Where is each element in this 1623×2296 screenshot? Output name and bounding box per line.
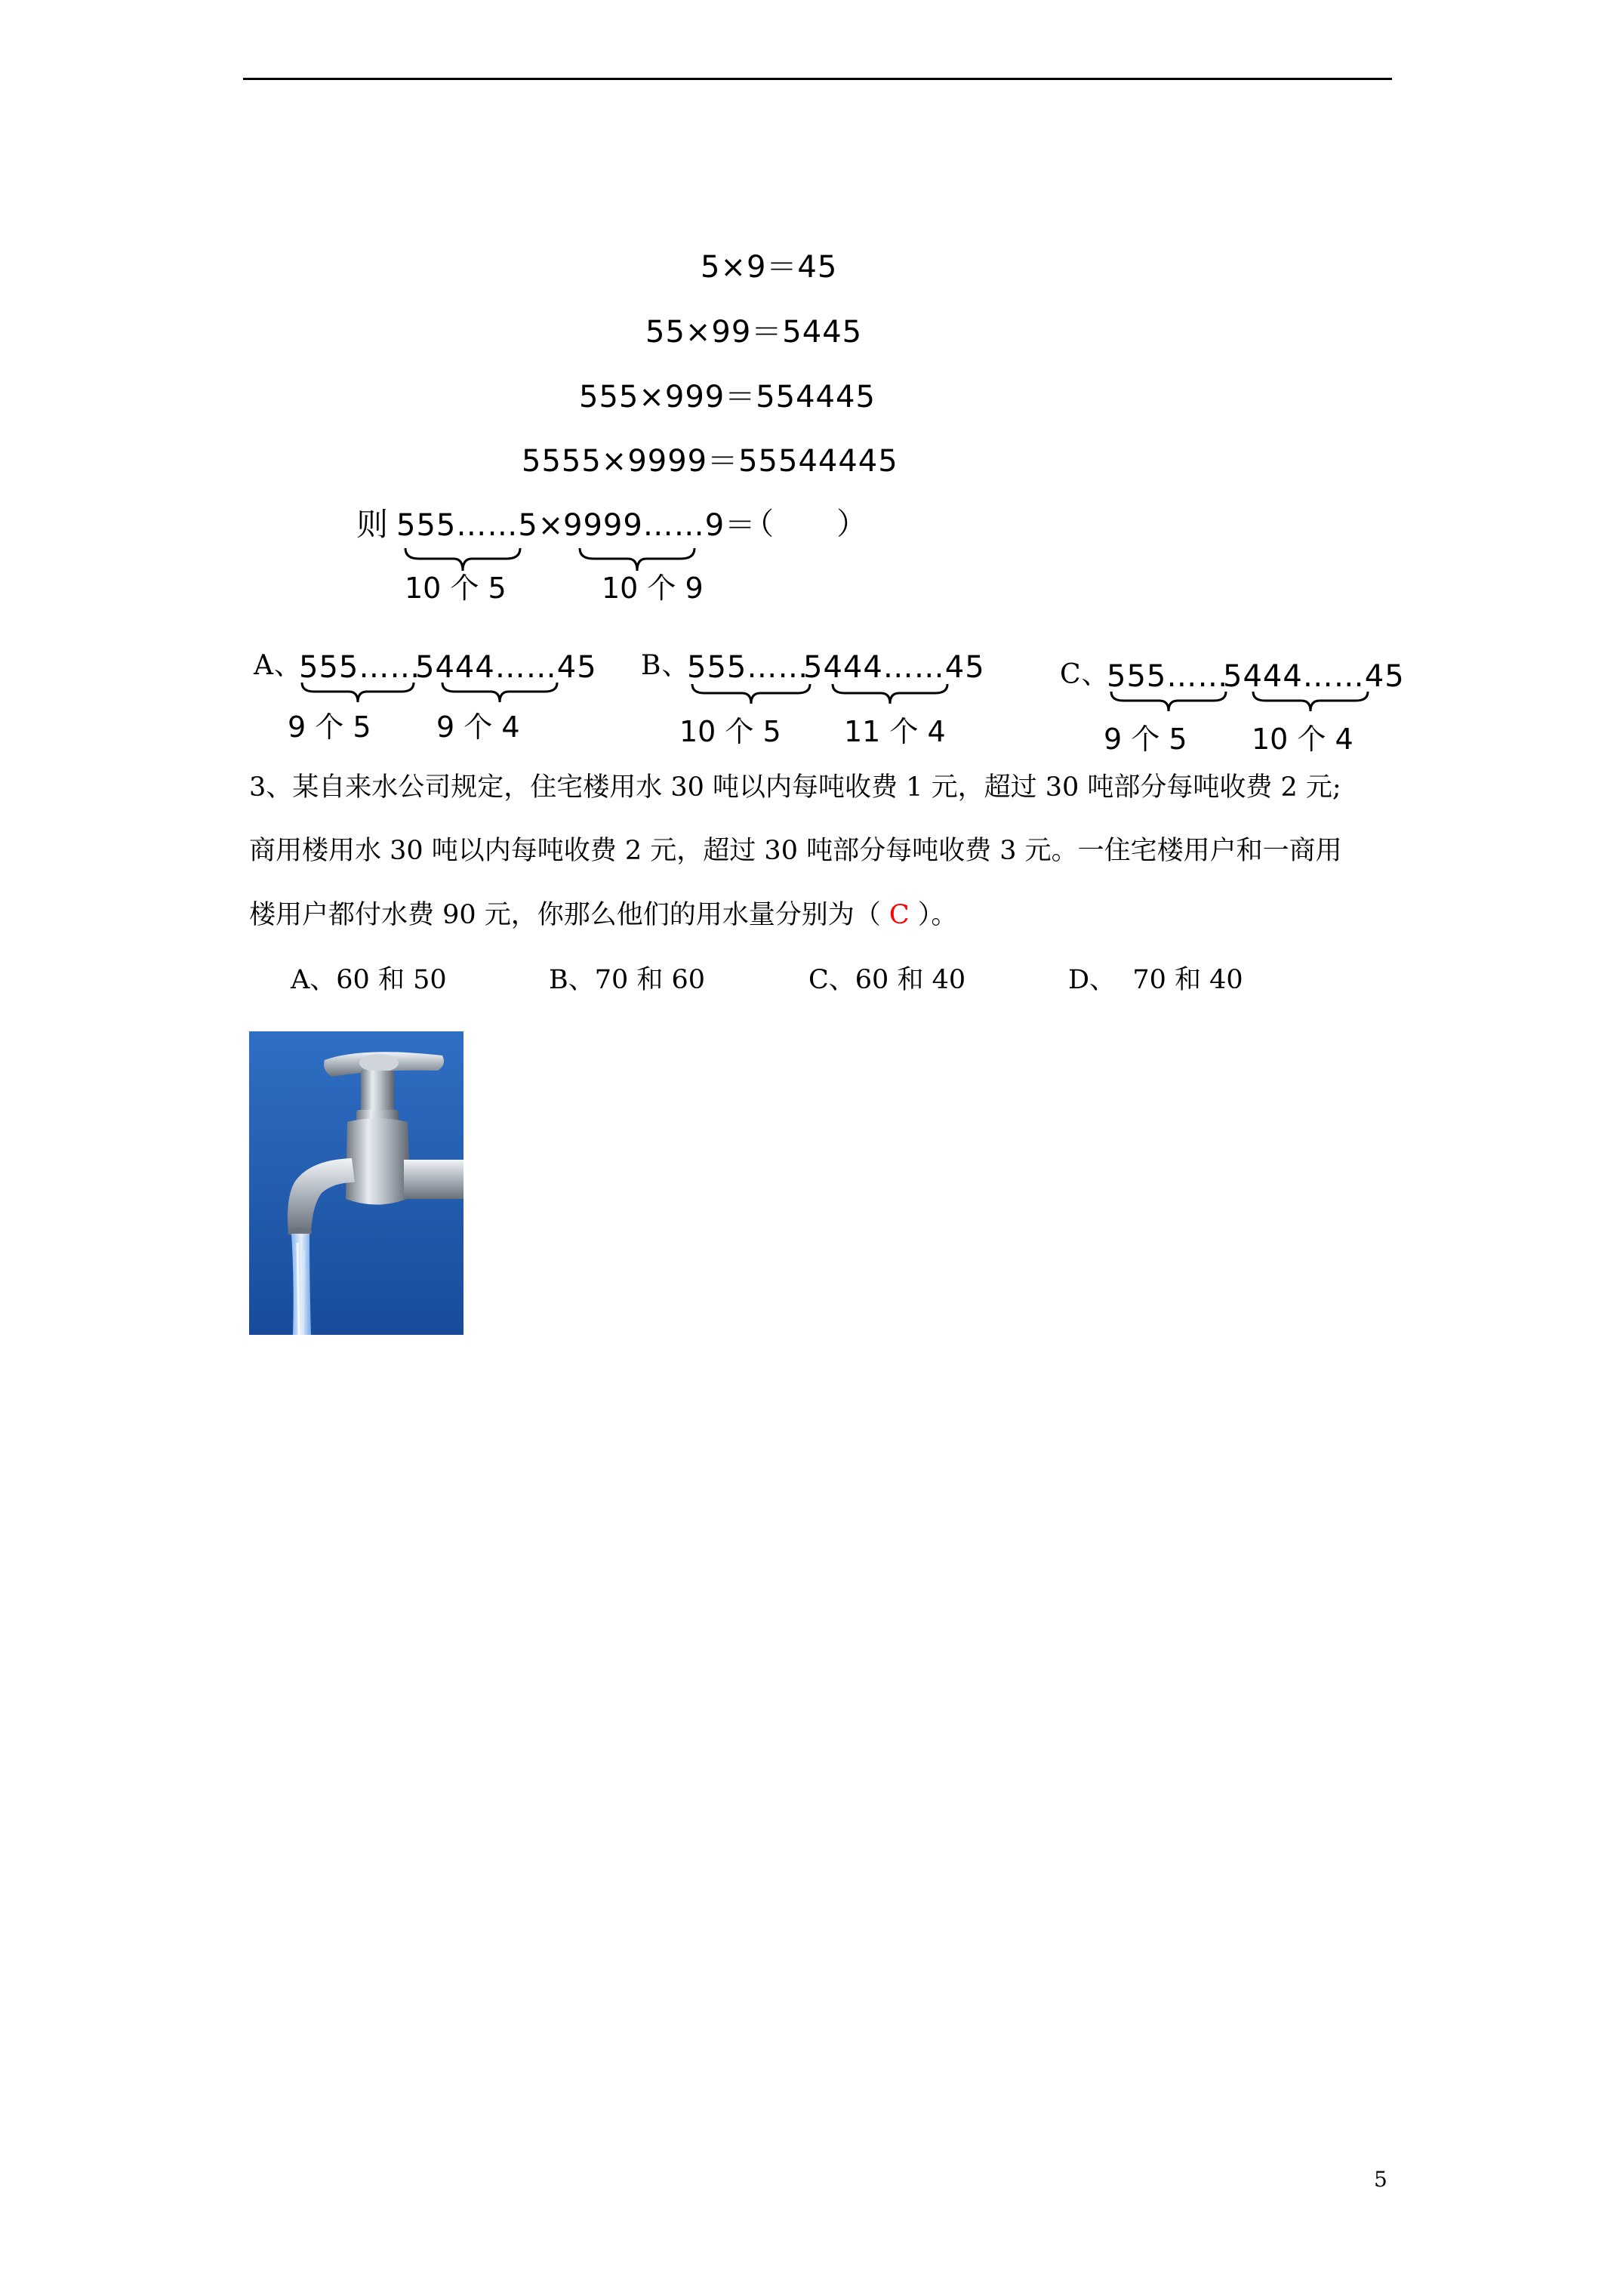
option-a-brace-1 xyxy=(300,680,415,707)
option-a-count1: 9 个 5 xyxy=(288,710,371,744)
question3-option-a: A、60 和 50 xyxy=(291,965,447,995)
equation-2: 55×99＝5445 xyxy=(645,315,863,350)
option-c-part2: 5444……45 xyxy=(1223,659,1405,694)
option-b-brace-1 xyxy=(691,681,812,708)
question-left-number: 555……5× xyxy=(396,508,565,543)
header-rule xyxy=(243,78,1392,80)
question3-answer: C xyxy=(888,900,910,930)
question3-line3-before: 楼用户都付水费 90 元，你那么他们的用水量分别为（ xyxy=(249,900,889,930)
question3-line1: 3、某自来水公司规定，住宅楼用水 30 吨以内每吨收费 1 元，超过 30 吨部分每吨收费 2 元; xyxy=(249,772,1341,803)
option-a-brace-2 xyxy=(441,680,559,707)
right-count-label: 10 个 9 xyxy=(602,572,704,605)
faucet-photo xyxy=(249,1031,463,1335)
question-blank: （ ） xyxy=(744,507,868,541)
question3-option-c: C、60 和 40 xyxy=(808,965,966,995)
option-a-part2: 5444……45 xyxy=(415,650,597,685)
option-b-letter: B、 xyxy=(641,650,690,681)
option-a-count2: 9 个 4 xyxy=(436,710,520,744)
equation-1: 5×9＝45 xyxy=(701,250,838,285)
question3-option-b: B、70 和 60 xyxy=(549,965,706,995)
option-b-part1: 555…… xyxy=(687,650,809,685)
question-prefix: 则 xyxy=(356,506,390,543)
option-c-count1: 9 个 5 xyxy=(1104,723,1187,756)
option-c-letter: C、 xyxy=(1060,659,1110,690)
option-c-count2: 10 个 4 xyxy=(1252,723,1354,756)
equation-4: 5555×9999＝55544445 xyxy=(522,444,898,479)
option-b-part2: 5444……45 xyxy=(803,650,985,685)
question3-line3 xyxy=(249,902,957,929)
option-c-brace-1 xyxy=(1110,689,1227,716)
option-b-count1: 10 个 5 xyxy=(679,715,781,748)
page-number: 5 xyxy=(1374,2167,1387,2192)
option-a-part1: 555…… xyxy=(299,650,421,685)
question3-line3-after: ）。 xyxy=(909,900,958,930)
option-c-part1: 555…… xyxy=(1107,659,1229,694)
option-c-brace-2 xyxy=(1252,689,1369,716)
brace-right xyxy=(578,545,696,575)
equation-3: 555×999＝554445 xyxy=(579,380,876,415)
option-b-count2: 11 个 4 xyxy=(844,715,946,748)
question-right-number: 9999……9＝ xyxy=(563,508,756,543)
option-a-letter: A、 xyxy=(254,650,302,681)
option-b-brace-2 xyxy=(831,681,949,708)
brace-left xyxy=(404,545,522,575)
question3-option-d: D、 70 和 40 xyxy=(1068,965,1243,995)
left-count-label: 10 个 5 xyxy=(405,572,507,605)
question3-line2: 商用楼用水 30 吨以内每吨收费 2 元，超过 30 吨部分每吨收费 3 元。一住宅楼用户和一商用 xyxy=(249,836,1342,866)
